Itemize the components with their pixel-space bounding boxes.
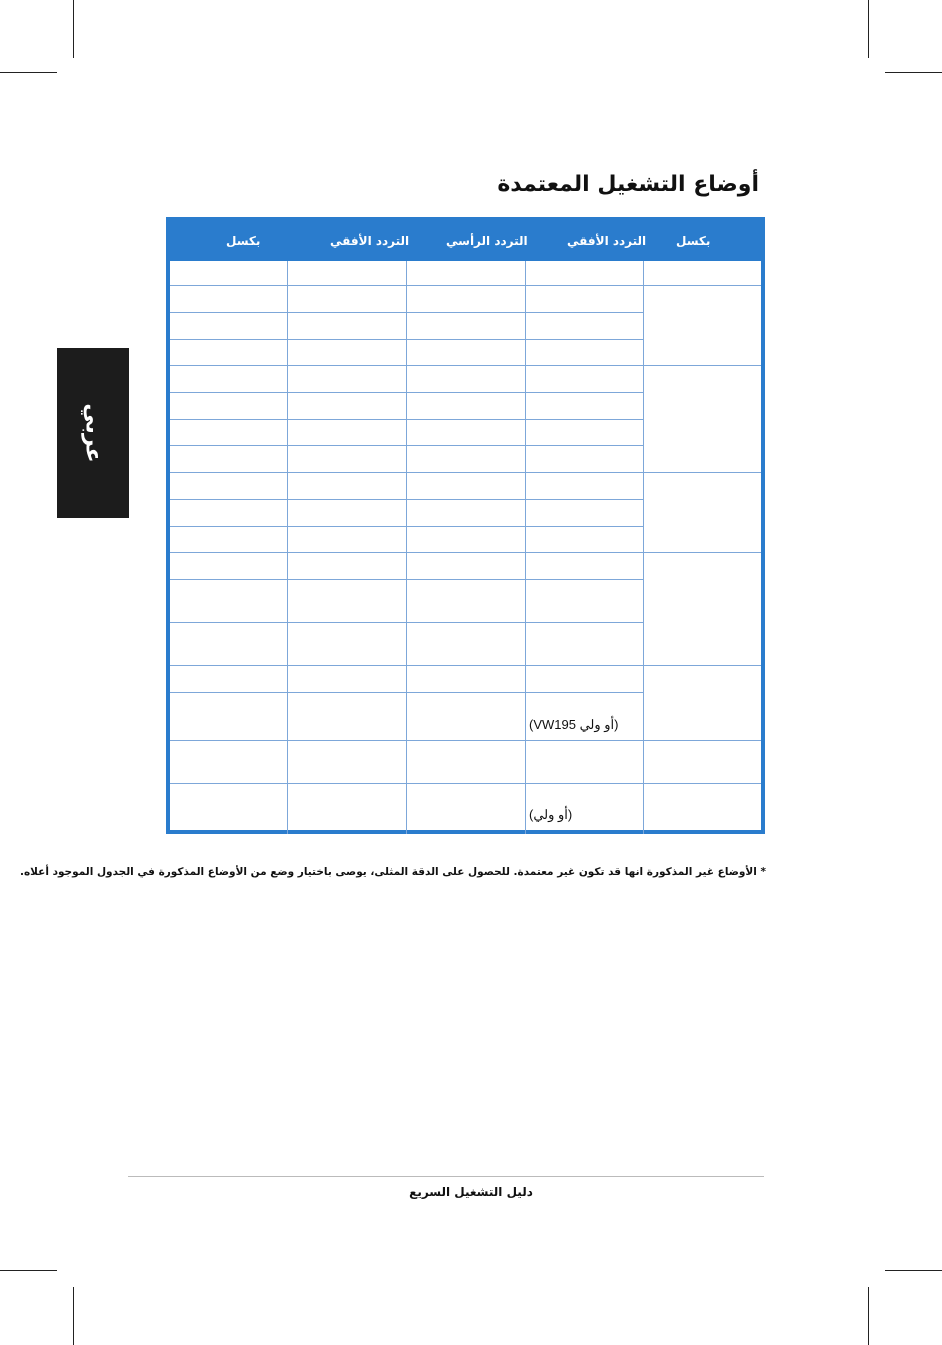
crop-mark <box>73 1287 74 1345</box>
row-divider <box>170 552 761 553</box>
row-divider <box>170 665 761 666</box>
footer-divider <box>128 1176 764 1177</box>
table-header-cell: بكسل <box>676 234 711 248</box>
crop-mark <box>868 0 869 58</box>
row-divider <box>170 783 761 784</box>
table-header-cell: التردد الأفقي <box>567 234 647 248</box>
row-divider <box>170 499 644 500</box>
crop-mark <box>73 0 74 58</box>
table-header-cell: التردد الأفقي <box>330 234 410 248</box>
crop-mark <box>868 1287 869 1345</box>
column-divider <box>643 261 644 834</box>
row-divider <box>170 312 644 313</box>
column-divider <box>406 261 407 834</box>
crop-mark <box>885 72 942 73</box>
row-divider <box>170 526 644 527</box>
crop-mark <box>0 1270 57 1271</box>
row-divider <box>170 392 644 393</box>
supported-modes-table <box>166 217 765 834</box>
row-divider <box>170 740 761 741</box>
footer-title: دليل التشغيل السريع <box>409 1185 533 1199</box>
table-header-cell: التردد الرأسي <box>446 234 528 248</box>
row-divider <box>170 285 761 286</box>
table-cell-note: (VW195 أو ولي) <box>529 717 619 732</box>
language-side-tab-label: عربي <box>80 403 106 463</box>
crop-mark <box>0 72 57 73</box>
row-divider <box>170 472 761 473</box>
column-divider <box>525 261 526 834</box>
table-header <box>170 221 761 261</box>
language-side-tab <box>57 348 129 518</box>
table-cell-note: (أو ولي) <box>529 807 573 822</box>
row-divider <box>170 339 644 340</box>
row-divider <box>170 692 644 693</box>
row-divider <box>170 365 761 366</box>
row-divider <box>170 622 644 623</box>
page-title: أوضاع التشغيل المعتمدة <box>497 172 759 197</box>
crop-mark <box>885 1270 942 1271</box>
row-divider <box>170 579 644 580</box>
table-header-cell: بكسل <box>226 234 261 248</box>
row-divider <box>170 445 644 446</box>
row-divider <box>170 419 644 420</box>
footnote: * الأوضاع غير المذكورة انها قد تكون غير معتمدة. للحصول على الدقة المثلى، يوصى باختيار وضع من الأوضاع المذكورة في الجدول الموجود أعلاه. <box>20 866 766 878</box>
column-divider <box>287 261 288 834</box>
